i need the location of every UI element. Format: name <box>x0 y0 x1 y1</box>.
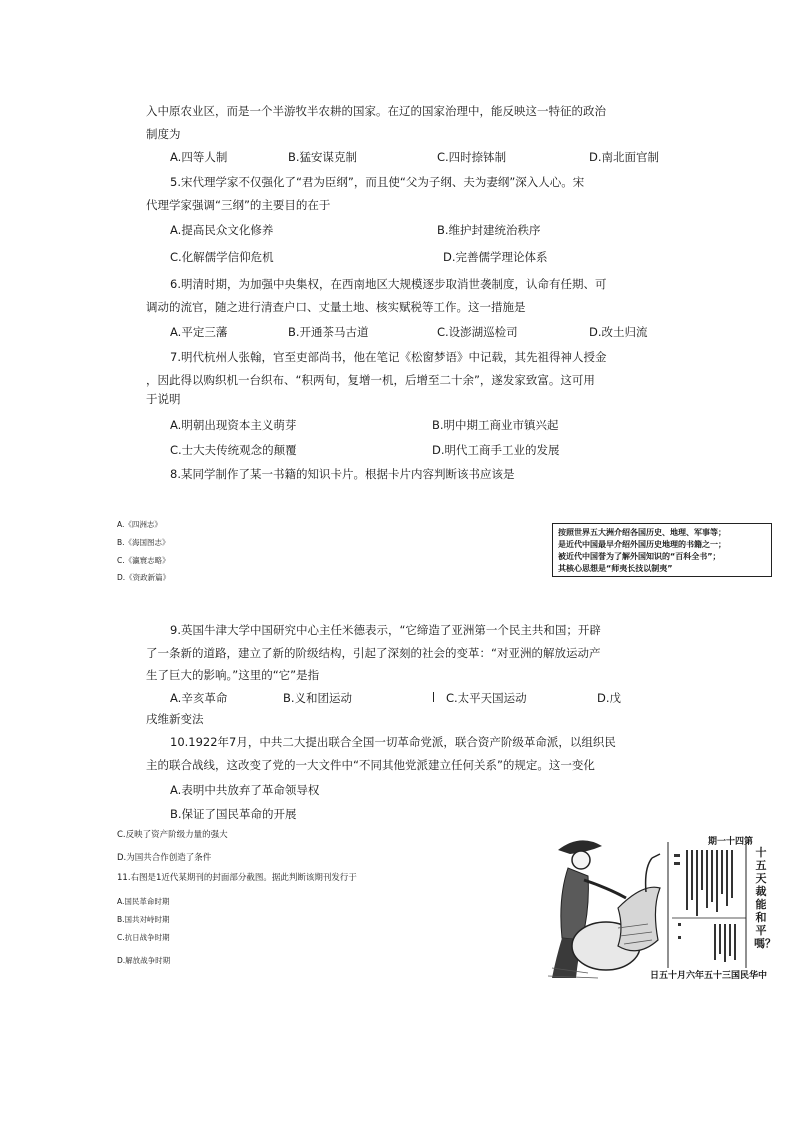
magazine-publication-date: 日五十月六年五十三国民华中 <box>650 971 768 981</box>
q10-stem-line1: 10.1922年7月，中共二大提出联合全国一切革命党派，联合资产阶级革命派，以组织民 <box>170 735 616 749</box>
q10-option-b: B.保证了国民革命的开展 <box>170 807 297 821</box>
q5-stem-line2: 代理学家强调“三纲”的主要目的在于 <box>146 198 331 212</box>
q5-stem-line1: 5.宋代理学家不仅强化了“君为臣纲”，而且使“父为子纲、夫为妻纲”深入人心。宋 <box>170 175 585 189</box>
q10-stem-line2: 主的联合战线，这改变了党的一大文件中“不同其他党派建立任何关系”的规定。这一变化 <box>146 758 595 772</box>
knowledge-card-line1: 按照世界五大洲介绍各国历史、地理、军事等； <box>558 528 726 537</box>
q7-stem-line1: 7.明代杭州人张翰，官至吏部尚书，他在笔记《松窗梦语》中记载，其先祖得神人授金 <box>170 350 607 364</box>
magazine-vertical-title: 十五天裁能和平嗎？ <box>754 846 776 950</box>
magazine-cover-image <box>548 828 778 980</box>
q6-option-c: C.设澎湖巡检司 <box>437 325 518 339</box>
q7-option-d: D.明代工商手工业的发展 <box>432 443 560 457</box>
knowledge-card-line4: 其核心思想是“师夷长技以制夷” <box>558 564 673 573</box>
q11-stem: 11.右图是1近代某期刊的封面部分截图。据此判断该期刊发行于 <box>117 873 357 883</box>
q8-stem: 8.某同学制作了某一书籍的知识卡片。根据卡片内容判断该书应该是 <box>170 467 515 481</box>
q8-option-b: B.《海国图志》 <box>117 538 170 547</box>
knowledge-card <box>552 523 772 577</box>
knowledge-card-line3: 被近代中国誉为了解外国知识的“百科全书”； <box>558 552 721 561</box>
q5-option-d: D.完善儒学理论体系 <box>443 250 548 264</box>
q4-option-b: B.猛安谋克制 <box>288 150 358 164</box>
q4-option-a: A.四等人制 <box>170 150 228 164</box>
q4-stem-line2: 制度为 <box>146 127 181 141</box>
stray-mark <box>433 692 434 702</box>
q11-option-b: B.国共对峙时期 <box>117 915 170 924</box>
q6-stem-line1: 6.明清时期，为加强中央集权，在西南地区大规模逐步取消世袭制度，认命有任期、可 <box>170 277 607 291</box>
q4-option-c: C.四时捺钵制 <box>437 150 507 164</box>
q10-option-c: C.反映了资产阶级力量的强大 <box>117 830 228 840</box>
q8-option-d: D.《资政新篇》 <box>117 573 171 582</box>
q8-option-a: A.《四洲志》 <box>117 520 162 529</box>
q7-stem-line3: 于说明 <box>146 392 181 406</box>
q11-option-d: D.解放战争时期 <box>117 956 171 965</box>
q9-option-d-part1: D.戊 <box>597 691 622 705</box>
q11-option-c: C.抗日战争时期 <box>117 933 170 942</box>
q9-option-d-part2: 戌维新变法 <box>146 712 204 726</box>
q9-stem-line2: 了一条新的道路，建立了新的阶级结构，引起了深刻的社会的变革：“对亚洲的解放运动产 <box>146 646 601 660</box>
q7-option-c: C.士大夫传统观念的颠覆 <box>170 443 297 457</box>
q9-stem-line3: 生了巨大的影响。”这里的“它”是指 <box>146 668 320 682</box>
q7-option-b: B.明中期工商业市镇兴起 <box>432 418 559 432</box>
q6-option-b: B.开通茶马古道 <box>288 325 369 339</box>
magazine-issue-number: 期一十四第 <box>708 837 754 847</box>
q4-option-d: D.南北面官制 <box>589 150 660 164</box>
q6-option-a: A.平定三藩 <box>170 325 228 339</box>
knowledge-card-line2: 是近代中国最早介绍外国历史地理的书籍之一； <box>558 540 726 549</box>
q7-option-a: A.明朝出现资本主义萌芽 <box>170 418 297 432</box>
q9-option-c: C.太平天国运动 <box>446 691 527 705</box>
q9-stem-line1: 9.英国牛津大学中国研究中心主任米德表示，“它缔造了亚洲第一个民主共和国；开辟 <box>170 623 601 637</box>
q10-option-d: D.为国共合作创造了条件 <box>117 853 212 863</box>
q4-stem-line1: 入中原农业区，而是一个半游牧半农耕的国家。在辽的国家治理中，能反映这一特征的政治 <box>146 104 606 118</box>
q8-option-c: C.《瀛寰志略》 <box>117 556 170 565</box>
q5-option-a: A.提高民众文化修养 <box>170 223 274 237</box>
q6-option-d: D.改土归流 <box>589 325 648 339</box>
q10-option-a: A.表明中共放弃了革命领导权 <box>170 783 320 797</box>
q7-stem-line2: ，因此得以购织机一台织布、“积两旬，复增一机，后增至二十余”，遂发家致富。这可用 <box>146 373 595 387</box>
q11-option-a: A.国民革命时期 <box>117 897 170 906</box>
q6-stem-line2: 调动的流官，随之进行清查户口、丈量土地、核实赋税等工作。这一措施是 <box>146 300 526 314</box>
magazine-illustration <box>548 828 778 980</box>
q9-option-b: B.义和团运动 <box>283 691 353 705</box>
q9-option-a: A.辛亥革命 <box>170 691 228 705</box>
q5-option-b: B.维护封建统治秩序 <box>437 223 541 237</box>
q5-option-c: C.化解儒学信仰危机 <box>170 250 274 264</box>
